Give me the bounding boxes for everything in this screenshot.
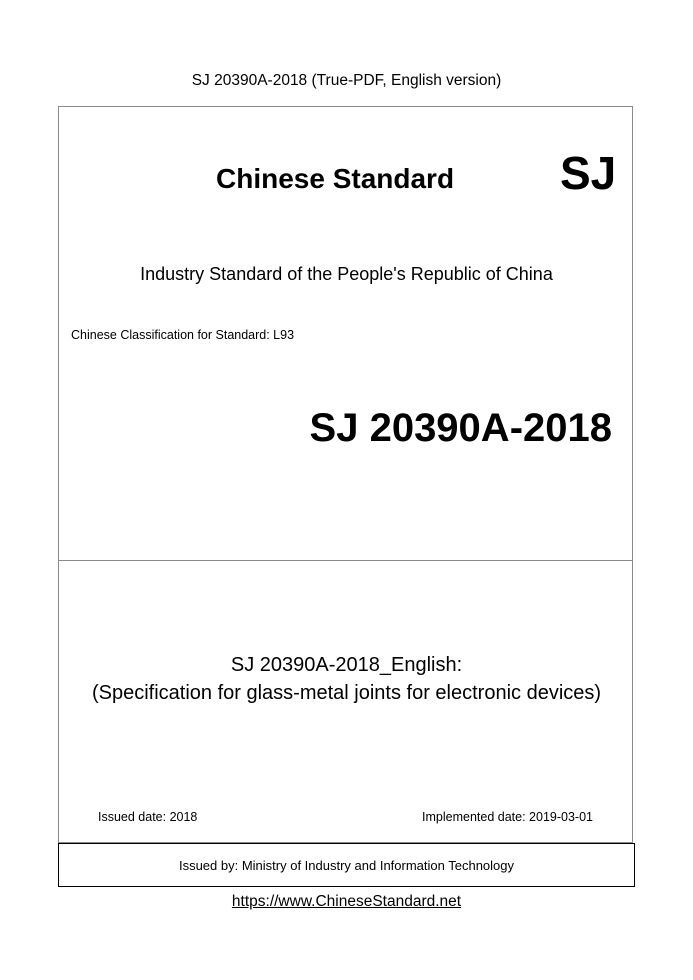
english-title-line-1: SJ 20390A-2018_English: <box>230 654 463 676</box>
issued-by-box <box>58 843 635 887</box>
issued-date: Issued date: 2018 <box>98 810 198 824</box>
website-link[interactable]: https://www.ChineseStandard.net <box>231 893 462 910</box>
standard-number: SJ 20390A-2018 <box>309 406 612 450</box>
implemented-date: Implemented date: 2019-03-01 <box>422 810 593 824</box>
industry-standard-line: Industry Standard of the People's Republic of China <box>140 264 553 284</box>
document-header-title: SJ 20390A-2018 (True-PDF, English version) <box>191 72 502 89</box>
brand-title: Chinese Standard <box>216 163 455 194</box>
english-title <box>0 651 693 707</box>
classification-code: Chinese Classification for Standard: L93 <box>71 328 295 342</box>
brand-code: SJ <box>560 147 617 199</box>
issued-by-text: Issued by: Ministry of Industry and Information Technology <box>178 857 515 873</box>
english-title-line-2: (Specification for glass-metal joints for electronic devices) <box>91 682 602 704</box>
